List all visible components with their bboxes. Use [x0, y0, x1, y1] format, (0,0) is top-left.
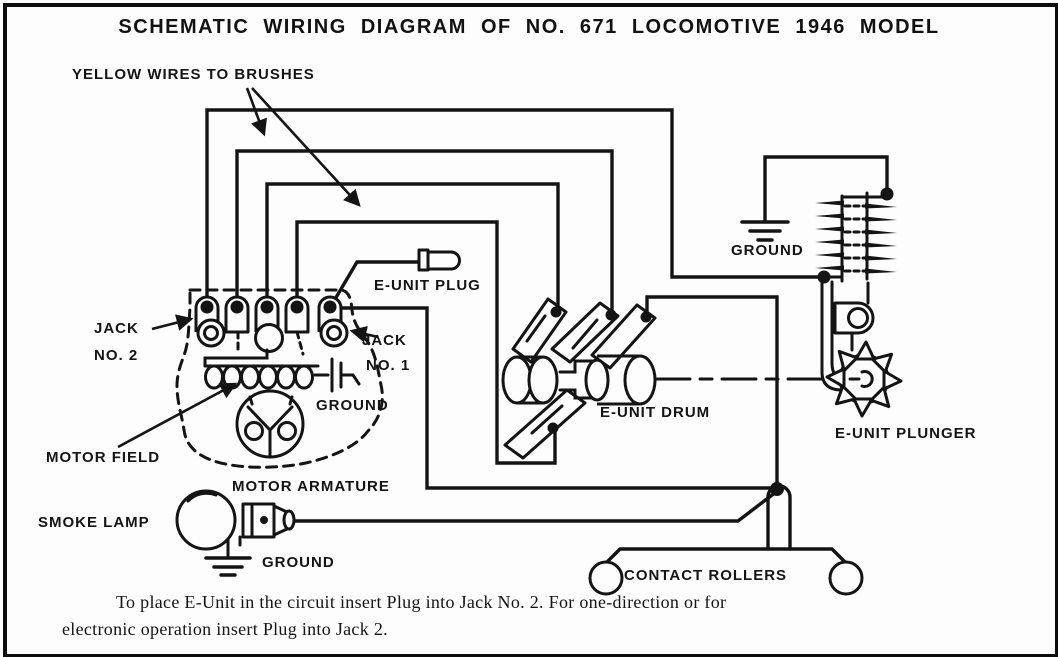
label-motor-armature: MOTOR ARMATURE	[232, 478, 390, 495]
contact-roller-left	[590, 562, 622, 594]
label-jack-no1: JACK	[362, 332, 407, 349]
ratchet-gear	[827, 342, 901, 416]
wire-drum-to-junction	[647, 297, 777, 484]
ground-symbol-top	[742, 222, 788, 240]
motor-armature-symbol	[237, 391, 303, 457]
label-contact-rollers: CONTACT ROLLERS	[624, 567, 788, 584]
drum-contact-dot	[551, 307, 562, 318]
label-motor-ground: GROUND	[316, 397, 389, 414]
e-unit-plunger-assembly	[822, 282, 901, 416]
e-unit-drum-assembly	[503, 299, 834, 458]
label-e-unit-plug: E-UNIT PLUG	[374, 277, 481, 294]
motor-ground-capacitor	[315, 359, 359, 391]
label-motor-field: MOTOR FIELD	[46, 449, 161, 466]
label-jack-no2: JACK	[94, 320, 139, 337]
jack-no2-socket	[198, 320, 224, 346]
motor-terminals	[196, 297, 347, 354]
label-lamp-ground: GROUND	[262, 554, 335, 571]
leader-arrows	[118, 88, 378, 447]
wire-coil-to-ground	[765, 157, 887, 221]
brush-holder	[256, 325, 283, 352]
page-title: SCHEMATIC WIRING DIAGRAM OF NO. 671 LOCOMOTIVE 1946 MODEL	[118, 16, 940, 38]
label-yellow-wires: YELLOW WIRES TO BRUSHES	[72, 66, 315, 83]
caption-line-2: electronic operation insert Plug into Jack 2.	[62, 619, 388, 639]
jack-no2-arrow	[152, 319, 191, 329]
label-jack-no2-num: NO. 2	[94, 347, 139, 364]
ground-symbol-lamp	[206, 558, 250, 575]
drum-contact-dot	[548, 423, 559, 434]
jack-no1-socket	[321, 320, 347, 346]
junction-dot	[770, 482, 784, 496]
label-e-unit-plunger: E-UNIT PLUNGER	[835, 425, 977, 442]
label-top-ground: GROUND	[731, 242, 804, 259]
motor-field-coil	[205, 350, 359, 391]
label-smoke-lamp: SMOKE LAMP	[38, 514, 150, 531]
drum-contact-dot	[641, 312, 652, 323]
e-unit-plug-symbol	[419, 250, 460, 270]
wire-smoke-lamp	[293, 492, 776, 521]
lamp-ground-stem	[228, 537, 240, 558]
drum-contact-dot	[606, 310, 617, 321]
label-jack-no1-num: NO. 1	[366, 357, 411, 374]
label-e-unit-drum: E-UNIT DRUM	[600, 404, 711, 421]
contact-roller-right	[830, 562, 862, 594]
e-unit-coil	[815, 188, 897, 284]
caption-line-1: To place E-Unit in the circuit insert Plug into Jack No. 2. For one-direction or for	[116, 592, 727, 612]
